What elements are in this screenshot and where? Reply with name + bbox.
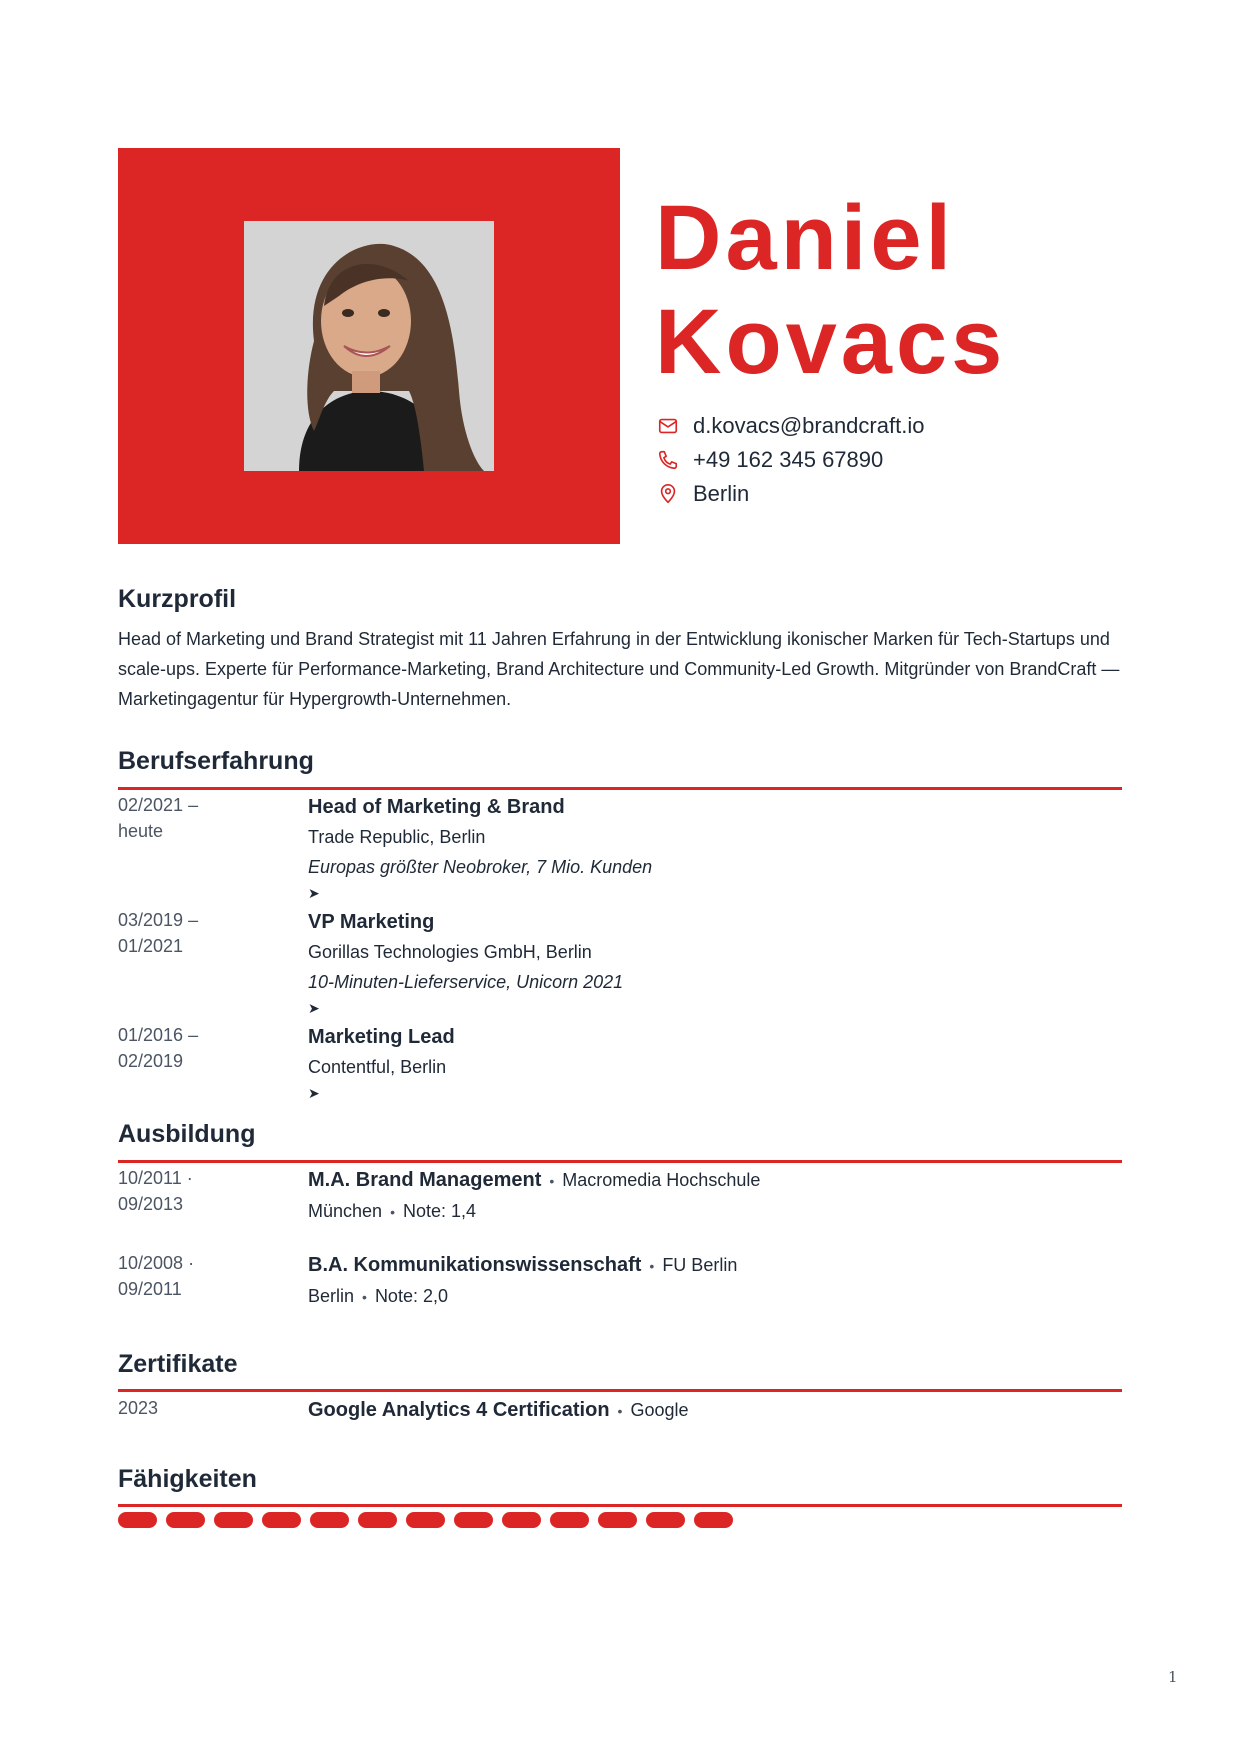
- school-meta: [308, 1281, 1108, 1312]
- separator-dot: •: [617, 1403, 623, 1419]
- certificates-divider: [118, 1389, 1122, 1392]
- certificates-title: Zertifikate: [118, 1350, 238, 1378]
- education-date: [118, 1250, 278, 1302]
- skill-tag: [550, 1512, 589, 1528]
- arrow-icon: ➤: [308, 1000, 320, 1016]
- certificate-details: [308, 1395, 1108, 1426]
- summary-text: Head of Marketing und Brand Strategist mit 11 Jahren Erfahrung in der Entwicklung ikonischer Marken für Tech-Startups und scale-ups. Experte für Performance-Marketing, Brand Architecture und Community-Led Growth. Mitgründer von BrandCraft — Marketingagentur für Hypergrowth-Unternehmen.: [118, 629, 1120, 709]
- separator-dot: •: [549, 1173, 555, 1189]
- location-text: Berlin: [693, 481, 750, 506]
- education-title: Ausbildung: [118, 1120, 256, 1148]
- experience-details: [308, 907, 1108, 1019]
- skills-list: [118, 1512, 733, 1528]
- separator-dot: •: [390, 1204, 395, 1220]
- phone-icon: [657, 449, 679, 471]
- skill-tag: [502, 1512, 541, 1528]
- certificate-issuer: Google: [630, 1400, 689, 1420]
- last-name: Kovacs: [655, 291, 1007, 393]
- school-city: München: [308, 1201, 383, 1221]
- phone-text: +49 162 345 67890: [693, 447, 884, 472]
- email-text: d.kovacs@brandcraft.io: [693, 413, 925, 438]
- degree-line: [308, 1250, 1108, 1281]
- candidate-name: [655, 186, 1006, 394]
- date-start: 02/2021 –: [118, 795, 199, 815]
- date-end: 02/2019: [118, 1051, 184, 1071]
- contact-location: [657, 477, 924, 511]
- skill-tag: [598, 1512, 637, 1528]
- degree-line: [308, 1165, 1108, 1196]
- date-start: 10/2008 ·: [118, 1253, 195, 1273]
- skill-tag: [166, 1512, 205, 1528]
- company-name: Trade Republic: [308, 827, 430, 847]
- date-start: 03/2019 –: [118, 910, 199, 930]
- company-line: Gorillas Technologies GmbH, Berlin: [308, 942, 592, 962]
- experience-details: [308, 1022, 1108, 1104]
- date-end: 09/2013: [118, 1194, 184, 1214]
- degree-name: B.A. Kommunikationswissenschaft: [308, 1254, 642, 1276]
- school-meta: [308, 1196, 1108, 1227]
- education-details: [308, 1165, 1108, 1227]
- date-end: heute: [118, 821, 164, 841]
- education-date: [118, 1165, 278, 1217]
- school-name: FU Berlin: [662, 1255, 738, 1275]
- experience-date: [118, 1022, 278, 1074]
- skill-tag: [406, 1512, 445, 1528]
- first-name: Daniel: [655, 187, 956, 289]
- profile-photo: [244, 221, 494, 471]
- page-number: 1: [1168, 1668, 1178, 1686]
- contact-list: [657, 409, 924, 511]
- certificate-name: Google Analytics 4 Certification: [308, 1399, 610, 1421]
- contact-phone[interactable]: [657, 443, 924, 477]
- company-name: Contentful: [308, 1057, 391, 1077]
- experience-date: [118, 907, 278, 959]
- company-location: Berlin: [439, 827, 486, 847]
- company-location: Berlin: [545, 942, 592, 962]
- skill-tag: [646, 1512, 685, 1528]
- arrow-icon: ➤: [308, 1085, 320, 1101]
- company-line: Contentful, Berlin: [308, 1057, 447, 1077]
- separator-dot: •: [649, 1258, 655, 1274]
- skill-tag: [214, 1512, 253, 1528]
- company-note: 10-Minuten-Lieferservice, Unicorn 2021: [308, 972, 624, 992]
- experience-divider: [118, 787, 1122, 790]
- mail-icon: [657, 415, 679, 437]
- summary-title: Kurzprofil: [118, 585, 237, 613]
- company-line: Trade Republic, Berlin: [308, 827, 486, 847]
- school-city: Berlin: [308, 1286, 355, 1306]
- skill-tag: [454, 1512, 493, 1528]
- degree-name: M.A. Brand Management: [308, 1169, 542, 1191]
- job-title: Head of Marketing & Brand: [308, 796, 565, 818]
- education-details: [308, 1250, 1108, 1312]
- experience-date: [118, 792, 278, 844]
- experience-title: Berufserfahrung: [118, 747, 314, 775]
- experience-details: [308, 792, 1108, 904]
- skill-tag: [118, 1512, 157, 1528]
- date-start: 01/2016 –: [118, 1025, 199, 1045]
- skill-tag: [358, 1512, 397, 1528]
- date-start: 10/2011 ·: [118, 1168, 193, 1188]
- photo-block: [118, 148, 620, 544]
- location-pin-icon: [657, 483, 679, 505]
- skill-tag: [694, 1512, 733, 1528]
- school-name: Macromedia Hochschule: [562, 1170, 761, 1190]
- skill-tag: [262, 1512, 301, 1528]
- arrow-icon: ➤: [308, 885, 320, 901]
- separator-dot: •: [362, 1289, 367, 1305]
- company-note: Europas größter Neobroker, 7 Mio. Kunden: [308, 857, 653, 877]
- grade: Note: 2,0: [374, 1286, 448, 1306]
- company-location: Berlin: [400, 1057, 447, 1077]
- certificate-year: 2023: [118, 1398, 159, 1418]
- job-title: VP Marketing: [308, 911, 435, 933]
- skills-title: Fähigkeiten: [118, 1465, 257, 1493]
- contact-email[interactable]: [657, 409, 924, 443]
- date-end: 01/2021: [118, 936, 184, 956]
- company-name: Gorillas Technologies GmbH: [308, 942, 536, 962]
- education-divider: [118, 1160, 1122, 1163]
- skills-divider: [118, 1504, 1122, 1507]
- job-title: Marketing Lead: [308, 1026, 455, 1048]
- date-end: 09/2011: [118, 1279, 182, 1299]
- grade: Note: 1,4: [402, 1201, 477, 1221]
- skill-tag: [310, 1512, 349, 1528]
